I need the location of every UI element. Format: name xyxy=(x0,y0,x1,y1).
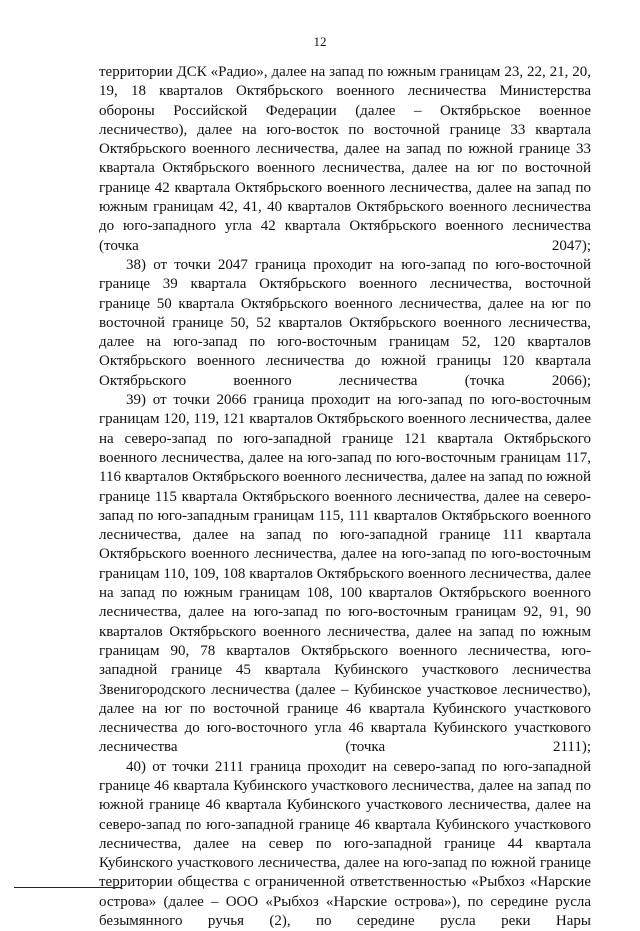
paragraph-item-38: 38) от точки 2047 граница проходит на юго-запад по юго-восточной границе 39 квартала Октябрьского военного лесничества, восточной границе 50 квартала Октябрьского военного лесничества, далее на юг по восточной границе 50, 52 кварталов Октябрьского военного лесничества, далее на юго-запад по юго-восточным границам 52, 120 кварталов Октябрьского военного лесничества до южной границы 120 квартала Октябрьского военного лесничества (точка 2066); xyxy=(99,256,591,389)
paragraph-continuation: территории ДСК «Радио», далее на запад по южным границам 23, 22, 21, 20, 19, 18 кварталов Октябрьского военного лесничества Министерства обороны Российской Федерации (далее – Октябрьское военное лесничество), далее на юго-восток по восточной границе 33 квартала Октябрьского военного лесничества, далее на запад по южной границе 33 квартала Октябрьского военного лесничества, далее на юг по восточной границе 42 квартала Октябрьского военного лесничества, далее на запад по южным границам 42, 41, 40 кварталов Октябрьского военного лесничества до юго-западного угла 42 квартала Октябрьского военного лесничества (точка 2047); xyxy=(99,64,591,254)
document-body xyxy=(99,63,591,931)
footer-rule xyxy=(14,887,122,888)
paragraph-item-40: 40) от точки 2111 граница проходит на северо-запад по юго-западной границе 46 квартала Кубинского участкового лесничества, далее на запад по южной границе 46 квартала Кубинского участкового лесничества, далее на северо-запад по юго-западной границе 46 квартала Кубинского участкового лесничества, далее на север по юго-западной границе 44 квартала Кубинского участкового лесничества, далее на юго-запад по южной границе территории общества с ограниченной ответственностью «Рыбхоз «Нарские острова» (далее – ООО «Рыбхоз «Нарские острова»), по середине русла безымянного ручья (2), по середине русла реки Нары xyxy=(99,758,591,930)
paragraph-item-39: 39) от точки 2066 граница проходит на юго-запад по юго-восточным границам 120, 119, 121 кварталов Октябрьского военного лесничества, далее на северо-запад по юго-западной границе 121 квартала Октябрьского военного лесничества, далее на юго-запад по юго-восточным границам 117, 116 кварталов Октябрьского военного лесничества, далее на запад по южной границе 115 квартала Октябрьского военного лесничества, далее на северо-запад по юго-западным границам 115, 111 кварталов Октябрьского военного лесничества, далее на запад по юго-западной границе 111 квартала Октябрьского военного лесничества, далее на юго-запад по юго-восточным границам 110, 109, 108 кварталов Октябрьского военного лесничества, далее на запад по южным границам 108, 100 кварталов Октябрьского военного лесничества, далее на юго-запад по юго-восточным границам 92, 91, 90 кварталов Октябрьского военного лесничества, далее на запад по южным границам 90, 78 кварталов Октябрьского военного лесничества, юго-западной границе 45 квартала Кубинского участкового лесничества Звенигородского лесничества (далее – Кубинское участковое лесничество), далее на юг по восточной границе 46 квартала Кубинского участкового лесничества до юго-восточного угла 46 квартала Кубинского участкового лесничества (точка 2111); xyxy=(99,392,591,756)
page-number: 12 xyxy=(313,34,327,49)
